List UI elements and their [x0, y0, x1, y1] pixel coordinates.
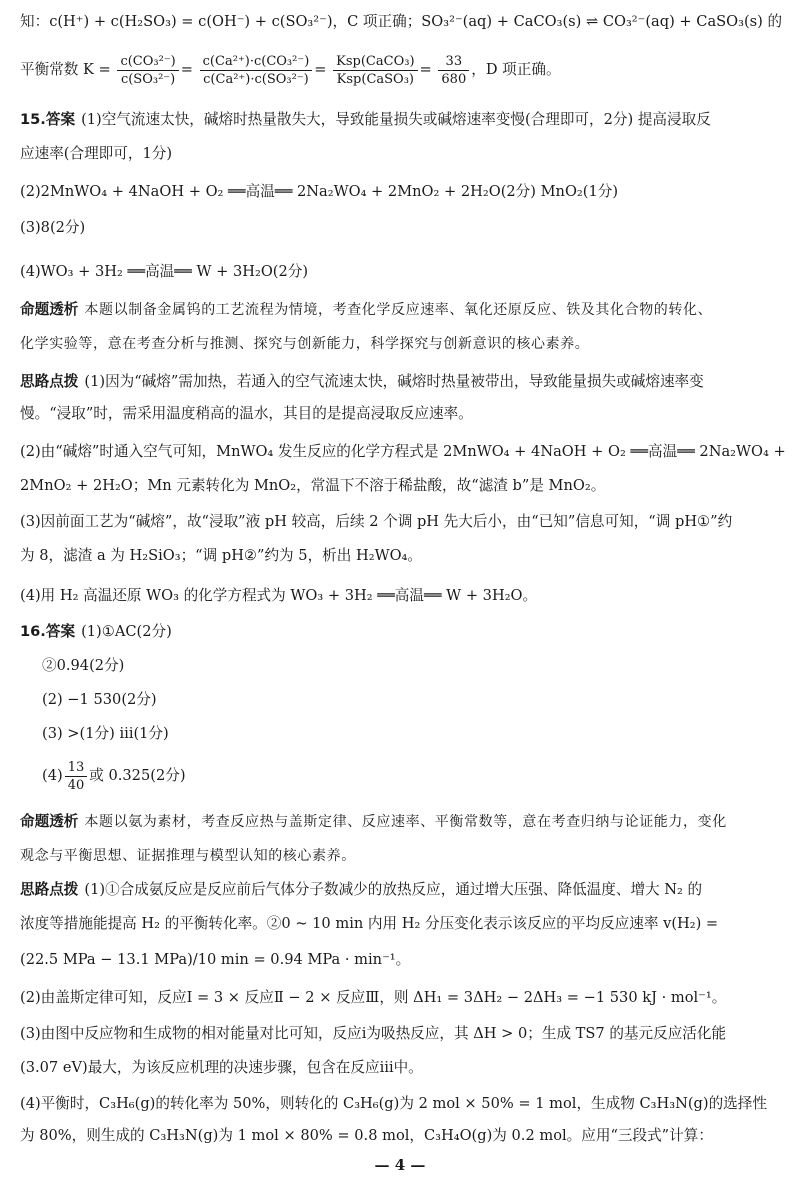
q16-a3: (3) >(1分) ⅲ(1分) [42, 725, 169, 742]
q16-answer-line1 [20, 622, 786, 642]
fraction-2-den: c(Ca²⁺)·c(SO₃²⁻) [203, 71, 309, 87]
q15-answer-line1 [20, 110, 786, 130]
q16-a4-den: 40 [67, 777, 85, 793]
q16-analysis2: 观念与平衡思想、证据推理与模型认知的核心素养。 [20, 848, 356, 864]
q15-number: 15. [20, 111, 46, 128]
q16-t1c: (22.5 MPa − 13.1 MPa)/10 min = 0.94 MPa · min⁻¹。 [20, 951, 411, 968]
fraction-1-den: c(SO₃²⁻) [120, 71, 176, 87]
q15-a1: (1)空气流速太快，碱熔时热量散失大，导致能量损失或碱熔速率变慢(合理即可，2分) 提高浸取反 [81, 111, 711, 128]
q16-a2: (2) −1 530(2分) [42, 691, 157, 708]
q16-a4-num: 13 [65, 759, 88, 777]
q15-a1b: 应速率(合理即可，1分) [20, 145, 173, 162]
k-suffix: ，D 项正确。 [471, 61, 561, 78]
q16-analysis-label: 命题透析 [20, 813, 79, 830]
equilibrium-constant-line: 平衡常数 K = $\frac{\text{c(CO₃²⁻)}}{\text{c(SO₃²⁻)}}$ = $\frac{\text{c(Ca²⁺)·c(CO₃²⁻)}}{\text{c(Ca²⁺)·c(SO₃²⁻)}}$ = $\frac{\text{Ksp(CaCO₃)}}{\text{Ksp(CaSO₃)}}$ = $\frac{33}{680}$ ，D 项正确。 [20, 53, 561, 87]
q16-a1b: ②0.94(2分) [42, 657, 125, 674]
q16-a4 [42, 758, 786, 794]
page-number: — 4 — [374, 1156, 426, 1174]
q16-t1: (1)①合成氨反应是反应前后气体分子数减少的放热反应，通过增大压强、降低温度、增大 N₂ 的 [84, 881, 703, 898]
q15-analysis-line1 [20, 300, 786, 320]
q16-tips-line1 [20, 880, 786, 900]
q15-tips-label: 思路点拨 [20, 373, 79, 390]
fraction-4-num: 33 [438, 53, 469, 71]
q16-a4-fraction [65, 759, 88, 794]
q15-t2: (2)由“碱熔”时通入空气可知，MnWO₄ 发生反应的化学方程式是 2MnWO₄ + 4NaOH + O₂ ══高温══ 2Na₂WO₄ + [20, 443, 786, 460]
q16-t2: (2)由盖斯定律可知，反应Ⅰ = 3 × 反应Ⅱ − 2 × 反应Ⅲ，则 ΔH₁ = 3ΔH₂ − 2ΔH₃ = −1 530 kJ · mol⁻¹。 [20, 989, 727, 1006]
q16-number: 16. [20, 623, 46, 640]
fraction-1 [117, 53, 178, 88]
fraction-3-den: Ksp(CaSO₃) [336, 71, 414, 87]
q15-a2: (2)2MnWO₄ + 4NaOH + O₂ ══高温══ 2Na₂WO₄ + 2MnO₂ + 2H₂O(2分) MnO₂(1分) [20, 183, 619, 200]
q16-t3: (3)由图中反应物和生成物的相对能量对比可知，反应ⅰ为吸热反应，其 ΔH > 0；生成 TS7 的基元反应活化能 [20, 1025, 727, 1042]
q16-t3b: (3.07 eV)最大，为该反应机理的决速步骤，包含在反应ⅲ中。 [20, 1059, 423, 1076]
q15-t4: (4)用 H₂ 高温还原 WO₃ 的化学方程式为 WO₃ + 3H₂ ══高温══ W + 3H₂O。 [20, 587, 538, 604]
q16-answer-label: 答案 [45, 623, 76, 640]
fraction-4 [438, 53, 469, 88]
q16-t4b: 为 80%，则生成的 C₃H₃N(g)为 1 mol × 80% = 0.8 mol，C₃H₄O(g)为 0.2 mol。应用“三段式”计算： [20, 1127, 713, 1144]
q15-t3b: 为 8，滤渣 a 为 H₂SiO₃；“调 pH②”约为 5，析出 H₂WO₄。 [20, 547, 422, 564]
q16-a4-suffix: 或 0.325(2分) [89, 767, 186, 784]
q16-tips-label: 思路点拨 [20, 881, 79, 898]
q15-t3: (3)因前面工艺为“碱熔”，故“浸取”液 pH 较高，后续 2 个调 pH 先大后小，由“已知”信息可知，“调 pH①”约 [20, 513, 733, 530]
q15-t1b: 慢。“浸取”时，需采用温度稍高的温水，其目的是提高浸取反应速率。 [20, 405, 473, 422]
q16-a1: (1)①AC(2分) [81, 623, 172, 640]
fraction-3 [333, 53, 417, 88]
q16-t4: (4)平衡时，C₃H₆(g)的转化率为 50%，则转化的 C₃H₆(g)为 2 mol × 50% = 1 mol，生成物 C₃H₃N(g)的选择性 [20, 1095, 767, 1112]
q16-t1b: 浓度等措施能提高 H₂ 的平衡转化率。②0 ~ 10 min 内用 H₂ 分压变化表示该反应的平均反应速率 v(H₂) = [20, 915, 719, 932]
q16-a4-prefix: (4) [42, 767, 63, 784]
q15-analysis1: 本题以制备金属钨的工艺流程为情境，考查化学反应速率、氧化还原反应、铁及其化合物的转化、 [84, 302, 713, 318]
fraction-1-num: c(CO₃²⁻) [117, 53, 178, 71]
q15-t2b: 2MnO₂ + 2H₂O；Mn 元素转化为 MnO₂，常温下不溶于稀盐酸，故“滤渣 b”是 MnO₂。 [20, 477, 606, 494]
fraction-2 [200, 53, 313, 88]
fraction-2-num: c(Ca²⁺)·c(CO₃²⁻) [200, 53, 313, 71]
q15-analysis2: 化学实验等，意在考查分析与推测、探究与创新能力，科学探究与创新意识的核心素养。 [20, 336, 590, 352]
fraction-4-den: 680 [441, 71, 467, 87]
q15-t1: (1)因为“碱熔”需加热，若通入的空气流速太快，碱熔时热量被带出，导致能量损失或碱熔速率变 [84, 373, 704, 390]
q15-analysis-label: 命题透析 [20, 301, 79, 318]
q15-a4: (4)WO₃ + 3H₂ ══高温══ W + 3H₂O(2分) [20, 263, 309, 280]
k-prefix: 平衡常数 K = [20, 61, 111, 78]
fraction-3-num: Ksp(CaCO₃) [333, 53, 417, 71]
q15-a3: (3)8(2分) [20, 219, 86, 236]
para-top-line1: 知：c(H⁺) + c(H₂SO₃) = c(OH⁻) + c(SO₃²⁻)，C 项正确；SO₃²⁻(aq) + CaCO₃(s) ⇌ CO₃²⁻(aq) + CaSO₃(s) 的 [20, 13, 783, 30]
q15-answer-label: 答案 [45, 111, 76, 128]
q16-analysis-line1 [20, 812, 786, 832]
q15-tips-line1 [20, 372, 786, 392]
q16-analysis1: 本题以氨为素材，考查反应热与盖斯定律、反应速率、平衡常数等，意在考查归纳与论证能力，变化 [84, 814, 727, 830]
